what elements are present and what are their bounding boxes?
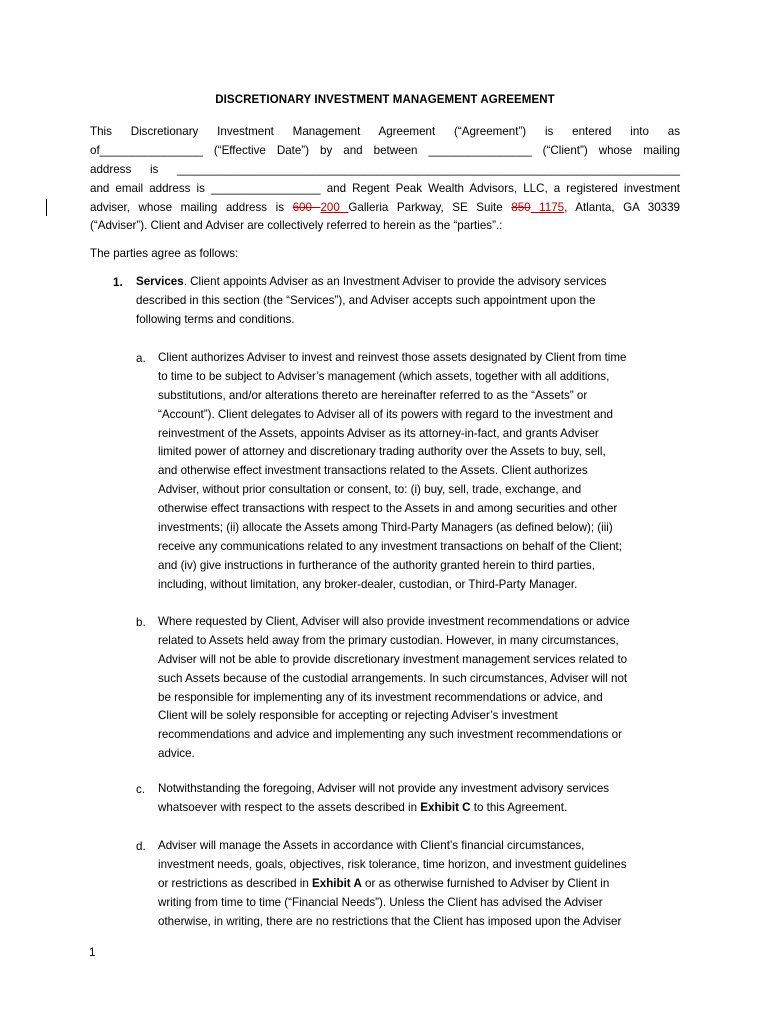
item-line: and (iv) give instructions in furtherance of the authority granted herein to third parties, (158, 558, 595, 572)
item-line: receive any communications related to any investment transactions on behalf of the Client; (158, 539, 622, 553)
item-line: recommendations and advice and implementing any such investment recommendations or (158, 728, 622, 742)
item-line: Adviser, without prior consultation or consent, to: (i) buy, sell, trade, exchange, and (158, 483, 582, 497)
item-line: Notwithstanding the foregoing, Adviser will not provide any investment advisory services (158, 782, 610, 795)
item-line: and otherwise effect investment transactions related to the Assets. Client authorizes (158, 464, 588, 478)
parties-agree: The parties agree as follows: (90, 247, 239, 260)
item-line: Adviser will manage the Assets in accordance with Client’s financial circumstances, (158, 839, 585, 852)
revision-change-bar (46, 199, 47, 216)
deleted-text: 600 (292, 200, 321, 214)
item-line: reinvestment of the Assets, appoints Adviser as its attorney-in-fact, and grants Adviser (158, 426, 599, 440)
item-line: limited power of attorney and discretionary trading authority over the Assets to buy, sell, (158, 445, 606, 459)
document-title: DISCRETIONARY INVESTMENT MANAGEMENT AGREEMENT (215, 94, 555, 106)
section-number: 1. (113, 276, 123, 289)
page-number: 1 (89, 946, 96, 959)
item-line: related to Assets held away from the primary custodian. However, in many circumstances, (158, 633, 619, 647)
intro-line-address (90, 199, 680, 218)
item-line: including, without limitation, any broker-dealer, custodian, or Third-Party Manager. (158, 577, 578, 591)
item-text: or restrictions as described in (158, 876, 313, 890)
item-line (158, 875, 680, 894)
intro-paragraph (90, 123, 680, 236)
item-a-paragraph (158, 349, 680, 595)
intro-text: Galleria Parkway, SE Suite (348, 200, 512, 214)
item-line: otherwise effect transactions with respect to the Assets in and among securities and other (158, 502, 618, 516)
item-d-paragraph (158, 837, 680, 931)
item-d-marker: d. (136, 840, 146, 853)
item-line: substitutions, and/or alterations thereto are hereinafter referred to as the “Assets” or (158, 388, 588, 402)
inserted-text: 1175 (530, 200, 565, 214)
exhibit-reference: Exhibit C (420, 800, 471, 814)
item-line: Client will be solely responsible for accepting or rejecting Adviser’s investment (158, 709, 558, 723)
intro-text: , Atlanta, GA 30339 (564, 200, 680, 214)
item-line: “Account”). Client delegates to Adviser all of its powers with regard to the investment and (158, 407, 613, 421)
item-text: to this Agreement. (470, 800, 568, 814)
item-b-marker: b. (136, 616, 146, 629)
inserted-text: 200 (320, 200, 349, 214)
section-text: . Client appoints Adviser as an Investment Adviser to provide the advisory services (183, 275, 607, 288)
item-line: such Assets because of the custodial arrangements. In such circumstances, Adviser will not (158, 671, 628, 685)
item-line (158, 799, 680, 818)
item-line: writing from time to time (“Financial Needs”). Unless the Client has advised the Adviser (158, 895, 603, 909)
intro-line: address is ______________________________________________________________________________ (90, 162, 680, 176)
item-line: otherwise, in writing, there are no restrictions that the Client has imposed upon the Adviser (158, 914, 622, 928)
item-line: investment needs, goals, objectives, risk tolerance, time horizon, and investment guidelines (158, 857, 627, 871)
intro-line: (“Adviser”). Client and Adviser are collectively referred to herein as the “parties”.: (90, 219, 503, 233)
item-line: Client authorizes Adviser to invest and reinvest those assets designated by Client from time (158, 351, 627, 364)
section-1-paragraph (136, 273, 656, 330)
section-heading: Services (136, 275, 184, 288)
section-line: described in this section (the “Services”), and Adviser accepts such appointment upon the (136, 293, 596, 307)
intro-line: of________________ (“Effective Date”) by and between ________________ (“Client”) whose mailing (90, 143, 680, 157)
section-line (136, 273, 656, 292)
item-line: to time to be subject to Adviser’s management (which assets, together with all additions, (158, 369, 610, 383)
deleted-text: 850 (511, 200, 531, 214)
item-a-marker: a. (136, 352, 146, 365)
item-line: advice. (158, 747, 195, 761)
item-line: investments; (ii) allocate the Assets among Third-Party Managers (as defined below); (iii) (158, 521, 613, 535)
item-line: be responsible for implementing any of its investment recommendations or advice, and (158, 690, 603, 704)
item-text: or as otherwise furnished to Adviser by Client in (361, 876, 610, 890)
item-c-paragraph (158, 780, 680, 818)
item-c-marker: c. (136, 783, 146, 796)
item-line: Where requested by Client, Adviser will also provide investment recommendations or advice (158, 615, 630, 628)
item-b-paragraph (158, 613, 680, 764)
intro-text: adviser, whose mailing address is (90, 200, 293, 214)
intro-line: and email address is _________________ and Regent Peak Wealth Advisors, LLC, a registered investment (90, 181, 680, 195)
item-line: Adviser will not be able to provide discretionary investment management services related to (158, 652, 628, 666)
item-text: whatsoever with respect to the assets described in (158, 800, 421, 814)
exhibit-reference: Exhibit A (312, 876, 362, 890)
intro-line: This Discretionary Investment Management Agreement (“Agreement”) is entered into as (90, 125, 680, 138)
section-line: following terms and conditions. (136, 312, 295, 326)
